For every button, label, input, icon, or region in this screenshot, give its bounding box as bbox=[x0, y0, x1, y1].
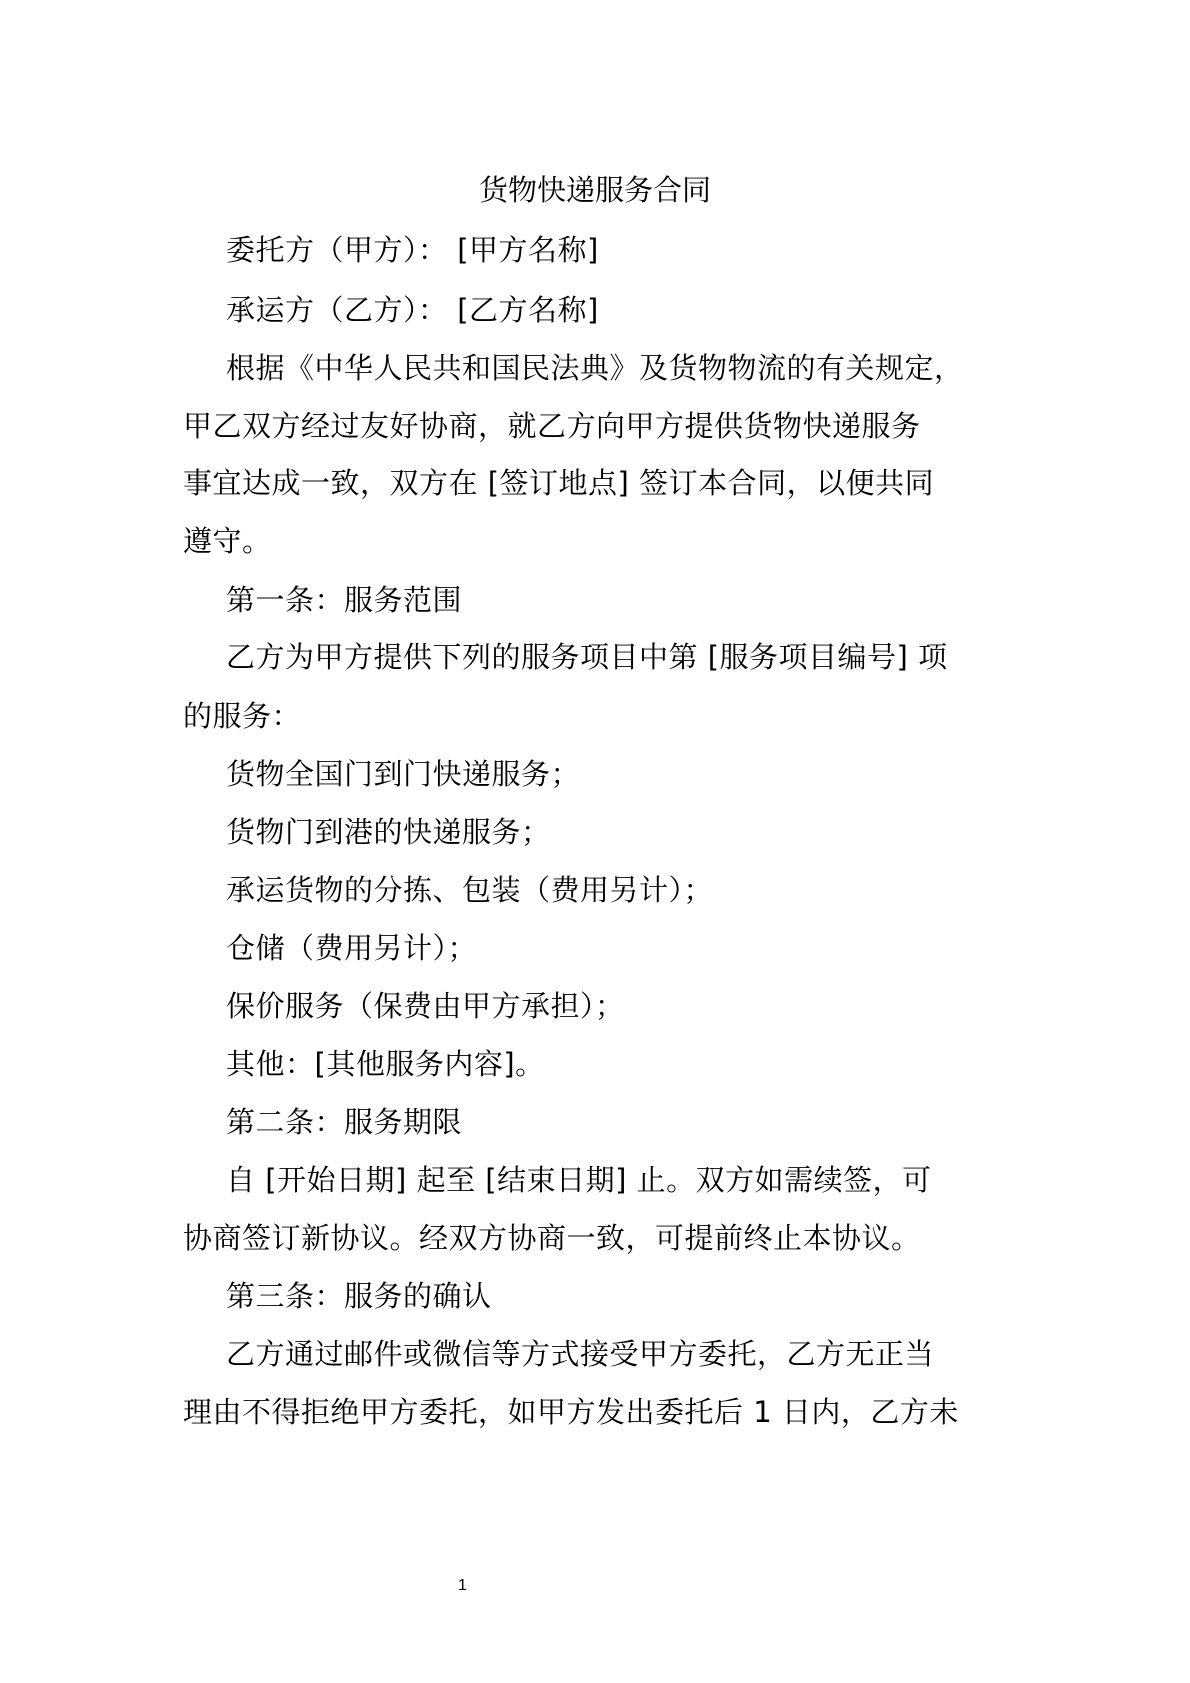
service-item: 仓储（费用另计）； bbox=[226, 931, 478, 965]
service-item: 承运货物的分拣、包装（费用另计）； bbox=[226, 873, 714, 907]
service-item: 货物全国门到门快递服务； bbox=[226, 757, 581, 791]
service-item: 其他：[其他服务内容]。 bbox=[226, 1047, 545, 1081]
party-b-line: 承运方（乙方）： [乙方名称] bbox=[226, 293, 599, 327]
article-3-text-line-2: 理由不得拒绝甲方委托，如甲方发出委托后 1 日内，乙方未 bbox=[183, 1395, 959, 1429]
preamble-line-4: 遵守。 bbox=[183, 524, 272, 558]
article-1-heading: 第一条：服务范围 bbox=[226, 583, 463, 617]
article-2-text-line-1: 自 [开始日期] 起至 [结束日期] 止。双方如需续签，可 bbox=[226, 1163, 932, 1197]
service-item: 保价服务（保费由甲方承担）； bbox=[226, 989, 625, 1023]
preamble-line-3: 事宜达成一致，双方在 [签订地点] 签订本合同，以便共同 bbox=[183, 466, 935, 500]
article-3-heading: 第三条：服务的确认 bbox=[226, 1279, 492, 1313]
article-3-text-line-1: 乙方通过邮件或微信等方式接受甲方委托，乙方无正当 bbox=[226, 1337, 935, 1371]
article-2-heading: 第二条：服务期限 bbox=[226, 1105, 463, 1139]
article-2-text-line-2: 协商签订新协议。经双方协商一致，可提前终止本协议。 bbox=[183, 1221, 921, 1255]
document-title: 货物快递服务合同 bbox=[478, 173, 711, 207]
preamble-line-2: 甲乙双方经过友好协商，就乙方向甲方提供货物快递服务 bbox=[183, 409, 921, 443]
party-a-line: 委托方（甲方）： [甲方名称] bbox=[226, 233, 599, 267]
page-number: 1 bbox=[458, 1577, 467, 1594]
article-1-text-line-1: 乙方为甲方提供下列的服务项目中第 [服务项目编号] 项 bbox=[226, 640, 948, 674]
article-1-text-line-2: 的服务： bbox=[183, 699, 302, 733]
service-item: 货物门到港的快递服务； bbox=[226, 815, 551, 849]
preamble-line-1: 根据《中华人民共和国民法典》及货物物流的有关规定， bbox=[226, 351, 964, 385]
